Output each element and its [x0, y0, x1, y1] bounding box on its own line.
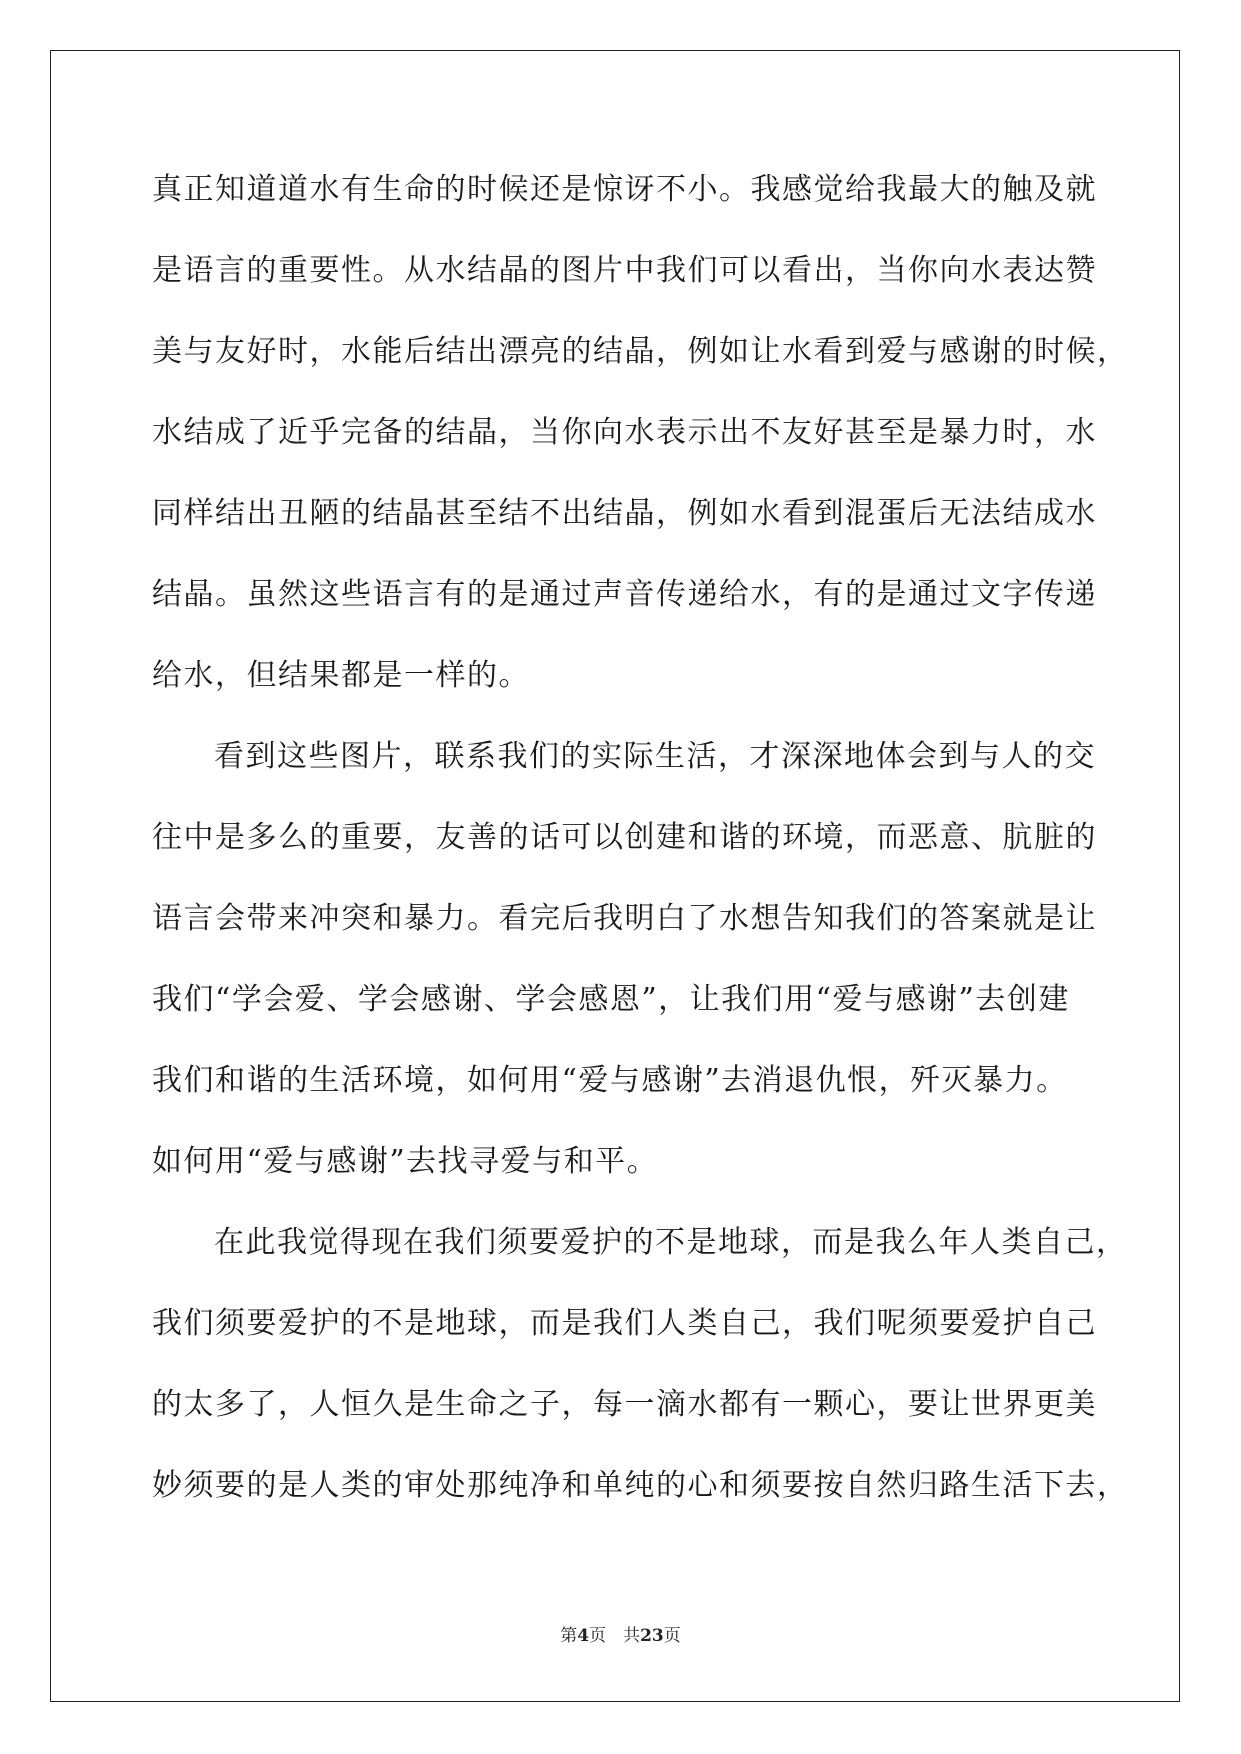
paragraph-2 — [152, 729, 1097, 1215]
paragraph-1 — [152, 162, 1129, 729]
text-line: 语言会带来冲突和暴力。看完后我明白了水想告知我们的答案就是让 — [152, 901, 1097, 936]
text-line: 结晶。虽然这些语言有的是通过声音传递给水，有的是通过文字传递 — [152, 577, 1097, 612]
text-line: 往中是多么的重要，友善的话可以创建和谐的环境，而恶意、肮脏的 — [152, 820, 1097, 855]
text-line: 如何用“爱与感谢”去找寻爱与和平。 — [152, 1144, 659, 1179]
text-line: 我们和谐的生活环境，如何用“爱与感谢”去消退仇恨，歼灭暴力。 — [152, 1063, 1068, 1098]
text-line: 的太多了，人恒久是生命之子，每一滴水都有一颗心，要让世界更美 — [152, 1387, 1097, 1422]
document-body — [152, 162, 1129, 1539]
footer-middle: 页 共 — [589, 1626, 641, 1646]
text-line: 我们须要爱护的不是地球，而是我们人类自己，我们呢须要爱护自己 — [152, 1306, 1097, 1341]
total-page-count: 23 — [640, 1626, 664, 1646]
text-line: 水结成了近乎完备的结晶，当你向水表示出不友好甚至是暴力时，水 — [152, 415, 1097, 450]
footer-prefix: 第 — [560, 1626, 578, 1646]
text-line: 我们“学会爱、学会感谢、学会感恩”，让我们用“爱与感谢”去创建 — [152, 982, 1070, 1017]
current-page-number: 4 — [577, 1626, 590, 1646]
text-line: 妙须要的是人类的审处那纯净和单纯的心和须要按自然归路生活下去， — [152, 1468, 1129, 1503]
text-line: 同样结出丑陋的结晶甚至结不出结晶，例如水看到混蛋后无法结成水 — [152, 496, 1097, 531]
text-line: 看到这些图片，联系我们的实际生活，才深深地体会到与人的交 — [214, 739, 1096, 774]
text-line: 美与友好时，水能后结出漂亮的结晶，例如让水看到爱与感谢的时候， — [152, 334, 1129, 369]
text-line: 真正知道道水有生命的时候还是惊讶不小。我感觉给我最大的触及就 — [152, 172, 1097, 207]
text-line: 在此我觉得现在我们须要爱护的不是地球，而是我么年人类自己， — [214, 1225, 1128, 1260]
text-line: 给水，但结果都是一样的。 — [152, 658, 530, 693]
text-line: 是语言的重要性。从水结晶的图片中我们可以看出，当你向水表达赞 — [152, 253, 1097, 288]
footer-suffix: 页 — [663, 1626, 681, 1646]
paragraph-3 — [152, 1215, 1129, 1539]
page-footer — [0, 1624, 1241, 1648]
